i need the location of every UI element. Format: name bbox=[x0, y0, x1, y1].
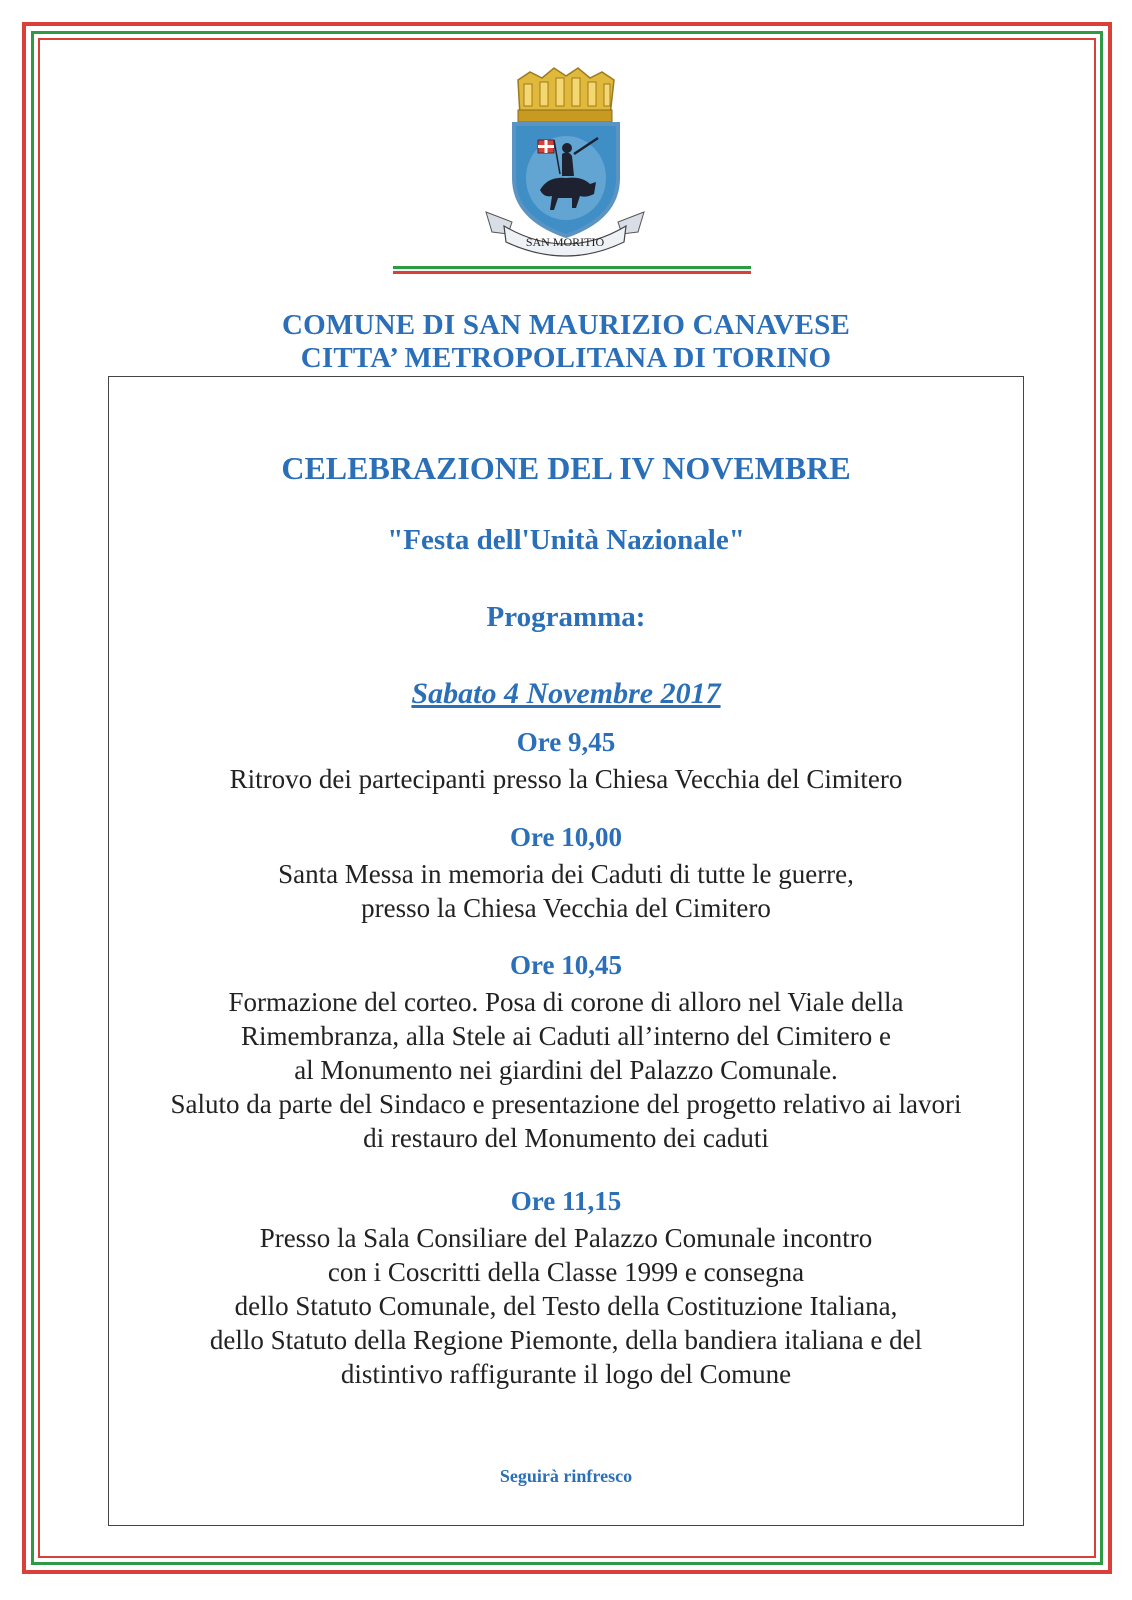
schedule-line: Presso la Sala Consiliare del Palazzo Comunale incontro bbox=[259, 1223, 873, 1253]
event-date: Sabato 4 Novembre 2017 bbox=[411, 677, 721, 710]
schedule-line: di restauro del Monumento dei caduti bbox=[363, 1123, 769, 1153]
program-label: Programma: bbox=[486, 601, 646, 633]
crown-icon bbox=[518, 68, 614, 122]
event-subtitle: "Festa dell'Unità Nazionale" bbox=[387, 524, 745, 556]
schedule-description-4 bbox=[0, 1221, 1132, 1391]
schedule-line: Saluto da parte del Sindaco e presentazione del progetto relativo ai lavori bbox=[170, 1089, 962, 1119]
motto-text: SAN MORITIO bbox=[525, 235, 605, 249]
schedule-line: Santa Messa in memoria dei Caduti di tutte le guerre, bbox=[278, 859, 854, 889]
schedule-line: al Monumento nei giardini del Palazzo Comunale. bbox=[294, 1055, 838, 1085]
schedule-time-4: Ore 11,15 bbox=[510, 1186, 622, 1216]
municipality-name: COMUNE DI SAN MAURIZIO CANAVESE bbox=[281, 309, 850, 341]
schedule-line: Formazione del corteo. Posa di corone di alloro nel Viale della bbox=[228, 987, 904, 1017]
schedule-line: Ritrovo dei partecipanti presso la Chiesa Vecchia del Cimitero bbox=[229, 764, 903, 794]
flag-stripe-red bbox=[393, 271, 751, 274]
schedule-time-3: Ore 10,45 bbox=[510, 950, 622, 980]
schedule-description-1 bbox=[0, 762, 1132, 796]
refreshments-note: Seguirà rinfresco bbox=[499, 1466, 633, 1486]
schedule-line: dello Statuto della Regione Piemonte, della bandiera italiana e del bbox=[209, 1325, 923, 1355]
event-title: CELEBRAZIONE DEL IV NOVEMBRE bbox=[281, 450, 851, 486]
schedule-time-2: Ore 10,00 bbox=[510, 822, 622, 852]
schedule-line: dello Statuto Comunale, del Testo della Costituzione Italiana, bbox=[234, 1291, 898, 1321]
metropolitan-city-name: CITTA’ METROPOLITANA DI TORINO bbox=[300, 342, 832, 374]
schedule-line: con i Coscritti della Classe 1999 e consegna bbox=[327, 1257, 805, 1287]
schedule-line: distintivo raffigurante il logo del Comune bbox=[340, 1359, 792, 1389]
schedule-time-1: Ore 9,45 bbox=[516, 727, 616, 757]
schedule-description-3 bbox=[0, 985, 1132, 1155]
shield-icon bbox=[514, 124, 618, 236]
schedule-line: presso la Chiesa Vecchia del Cimitero bbox=[361, 893, 771, 923]
municipal-coat-of-arms bbox=[478, 58, 652, 264]
schedule-line: Rimembranza, alla Stele ai Caduti all’interno del Cimitero e bbox=[240, 1021, 892, 1051]
schedule-description-2 bbox=[0, 857, 1132, 925]
